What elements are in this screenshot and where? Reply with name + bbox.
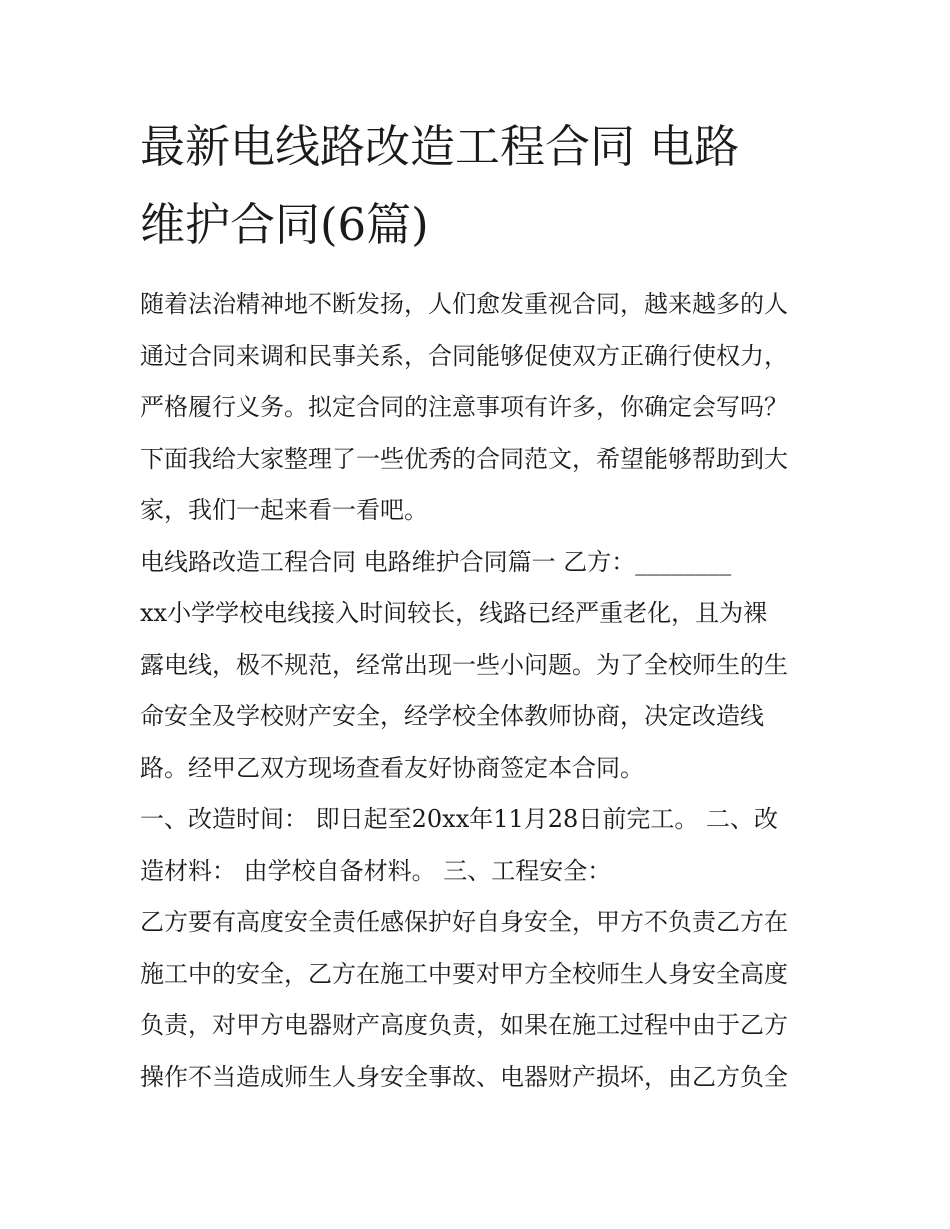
- body-line: 负责，对甲方电器财产高度负责，如果在施工过程中由于乙方: [140, 1011, 788, 1039]
- body-line: xx小学学校电线接入时间较长，线路已经严重老化，且为裸: [140, 599, 768, 627]
- body-line: 施工中的安全，乙方在施工中要对甲方全校师生人身安全高度: [140, 959, 788, 988]
- body-line: 露电线，极不规范，经常出现一些小问题。为了全校师生的生: [140, 650, 788, 679]
- title-line-2: 维护合同(6篇): [140, 198, 429, 251]
- document-title: [140, 108, 820, 264]
- body-line: 路。经甲乙双方现场查看友好协商签定本合同。: [140, 753, 644, 782]
- body-line: 操作不当造成师生人身安全事故、电器财产损坏，由乙方负全: [140, 1062, 788, 1091]
- body-line: 严格履行义务。拟定合同的注意事项有许多，你确定会写吗？: [140, 393, 788, 421]
- body-line: 下面我给大家整理了一些优秀的合同范文，希望能够帮助到大: [140, 444, 788, 473]
- section-heading-line: 电线路改造工程合同 电路维护合同篇一 乙方：________: [140, 547, 732, 576]
- body-line: 家，我们一起来看一看吧。: [140, 496, 428, 524]
- body-line: 通过合同来调和民事关系，合同能够促使双方正确行使权力，: [140, 341, 788, 370]
- body-line: 一、改造时间： 即日起至20xx年11月28日前完工。 二、改: [140, 805, 778, 833]
- body-line: 随着法治精神地不断发扬，人们愈发重视合同，越来越多的人: [140, 290, 788, 318]
- body-line: 命安全及学校财产安全，经学校全体教师协商，决定改造线: [140, 702, 764, 730]
- title-line-1: 最新电线路改造工程合同 电路: [140, 120, 740, 173]
- document-body: [140, 279, 820, 1103]
- body-line: 乙方要有高度安全责任感保护好自身安全，甲方不负责乙方在: [140, 908, 788, 936]
- body-line: 造材料： 由学校自备材料。 三、工程安全：: [140, 856, 612, 885]
